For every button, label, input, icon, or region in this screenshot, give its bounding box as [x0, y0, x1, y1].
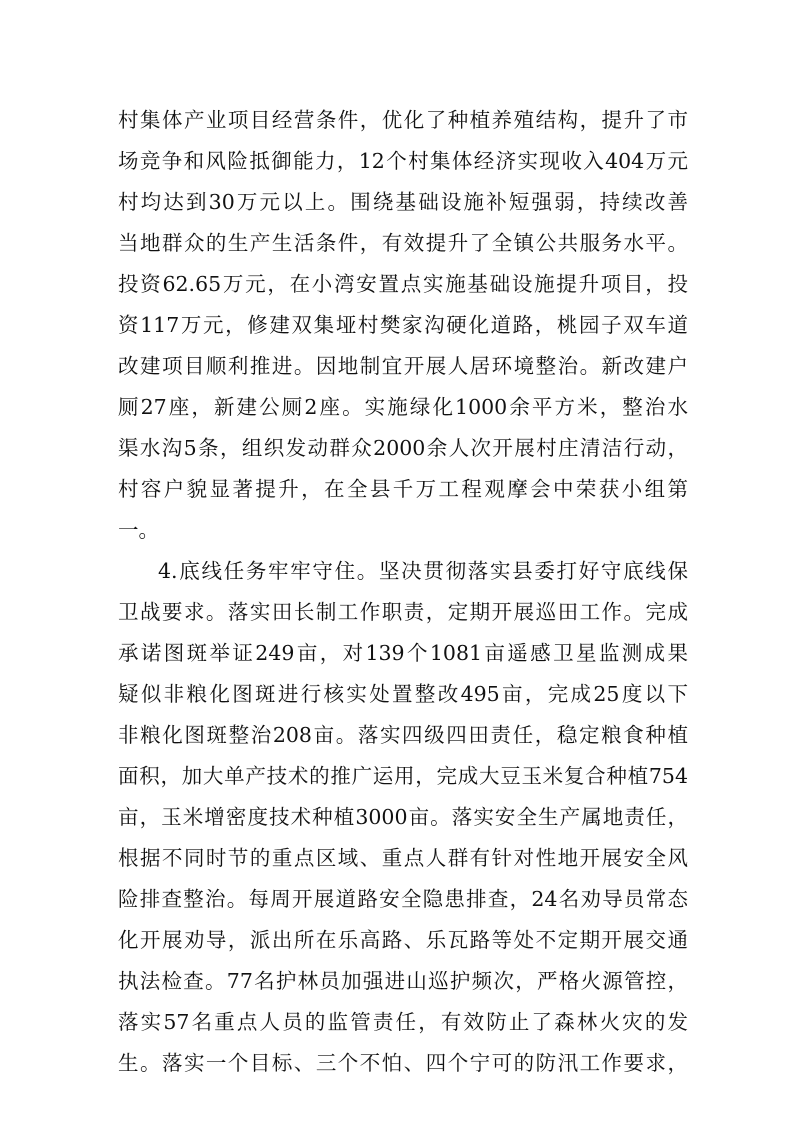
paragraph-first-line: 4.底线任务牢牢守住。坚决贯彻落实县委打好守底线保	[158, 559, 688, 583]
text-line: 疑似非粮化图斑进行核实处置整改495亩，完成25度以下	[118, 682, 688, 706]
text-line: 场竞争和风险抵御能力，12个村集体经济实现收入404万元	[118, 149, 688, 173]
text-line: 卫战要求。落实田长制工作职责，定期开展巡田工作。完成	[118, 600, 688, 624]
text-line: 亩，玉米增密度技术种植3000亩。落实安全生产属地责任，	[118, 805, 688, 829]
text-line: 化开展劝导，派出所在乐高路、乐瓦路等处不定期开展交通	[118, 928, 688, 952]
text-line: 资117万元，修建双集垭村樊家沟硬化道路，桃园子双车道	[118, 313, 688, 337]
text-line: 村集体产业项目经营条件，优化了种植养殖结构，提升了市	[118, 108, 688, 132]
text-line: 执法检查。77名护林员加强进山巡护频次，严格火源管控，	[118, 969, 688, 993]
text-line: 生。落实一个目标、三个不怕、四个宁可的防汛工作要求，	[118, 1051, 688, 1075]
text-line: 面积，加大单产技术的推广运用，完成大豆玉米复合种植754	[118, 764, 688, 788]
text-line: 根据不同时节的重点区域、重点人群有针对性地开展安全风	[118, 846, 688, 870]
text-line: 渠水沟5条，组织发动群众2000余人次开展村庄清洁行动，	[118, 436, 688, 460]
text-line: 投资62.65万元，在小湾安置点实施基础设施提升项目，投	[118, 272, 688, 296]
body-text	[118, 100, 688, 1084]
text-line: 改建项目顺利推进。因地制宜开展人居环境整治。新改建户	[118, 354, 688, 378]
text-line: 险排查整治。每周开展道路安全隐患排查，24名劝导员常态	[118, 887, 688, 911]
text-line: 一。	[118, 518, 159, 542]
text-line: 承诺图斑举证249亩，对139个1081亩遥感卫星监测成果	[118, 641, 688, 665]
text-line: 非粮化图斑整治208亩。落实四级四田责任，稳定粮食种植	[118, 723, 688, 747]
text-line: 村容户貌显著提升，在全县千万工程观摩会中荣获小组第	[118, 477, 688, 501]
text-line: 当地群众的生产生活条件，有效提升了全镇公共服务水平。	[118, 231, 688, 255]
text-line: 村均达到30万元以上。围绕基础设施补短强弱，持续改善	[118, 190, 688, 214]
text-line: 落实57名重点人员的监管责任，有效防止了森林火灾的发	[118, 1010, 688, 1034]
text-line: 厕27座，新建公厕2座。实施绿化1000余平方米，整治水	[118, 395, 688, 419]
